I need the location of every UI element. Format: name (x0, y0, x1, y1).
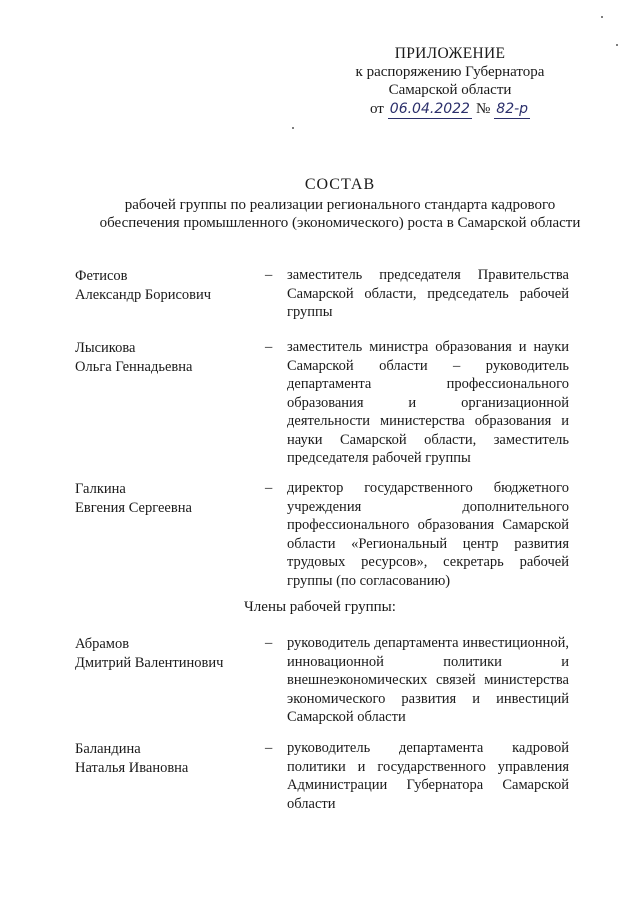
member-row (75, 634, 575, 727)
annex-line-2: Самарской области (388, 82, 512, 98)
document-title-block (60, 176, 620, 232)
member-role: директор государственного бюджетного учреждения дополнительного профессионального образования Самарской области «Региональный центр развития трудовых ресурсов», секретарь рабочей группы (по согласованию) (287, 480, 569, 589)
member-surname: Галкина (75, 481, 126, 497)
document-title: СОСТАВ (304, 176, 376, 193)
member-surname: Фетисов (75, 268, 128, 284)
scan-speck (601, 16, 603, 18)
member-given-name: Ольга Геннадьевна (75, 358, 193, 375)
member-name (75, 266, 265, 322)
member-dash: – (265, 267, 273, 283)
member-row (75, 479, 575, 590)
member-surname: Абрамов (75, 636, 130, 652)
annex-date-line (330, 100, 570, 119)
member-given-name: Наталья Ивановна (75, 759, 189, 776)
member-dash: – (265, 635, 273, 651)
member-surname: Баландина (75, 741, 141, 757)
scan-speck (616, 44, 618, 46)
member-row (75, 739, 575, 813)
member-given-name: Дмитрий Валентинович (75, 654, 224, 671)
member-role: руководитель департамента инвестиционной, инновационной политики и внешнеэкономических связей министерства экономического развития и инвестиций Самарской области (287, 635, 569, 725)
document-subtitle-line-2: обеспечения промышленного (экономического) роста в Самарской области (99, 215, 581, 231)
members-heading: Члены рабочей группы: (244, 599, 396, 615)
member-dash: – (265, 339, 273, 355)
scan-speck (292, 127, 294, 129)
date-prefix: от (369, 101, 384, 117)
member-dash: – (265, 740, 273, 756)
annex-header (330, 45, 570, 119)
member-dash: – (265, 480, 273, 496)
member-row (75, 338, 575, 468)
member-role: заместитель министра образования и науки Самарской области – руководитель департамента профессионального образования и организационной деятельности министерства образования и науки Самарской области, заместитель председателя рабочей группы (287, 339, 569, 466)
annex-title: ПРИЛОЖЕНИЕ (394, 45, 506, 62)
member-surname: Лысикова (75, 340, 136, 356)
handwritten-number: 82-р (496, 101, 529, 117)
member-role: руководитель департамента кадровой политики и государственного управления Администрации Губернатора Самарской области (287, 740, 569, 812)
member-name (75, 338, 265, 468)
member-name (75, 739, 265, 813)
member-name (75, 634, 265, 727)
member-name (75, 479, 265, 590)
number-prefix: № (475, 101, 491, 117)
annex-line-1: к распоряжению Губернатора (355, 64, 545, 80)
member-role: заместитель председателя Правительства Самарской области, председатель рабочей группы (287, 267, 569, 320)
document-subtitle-line-1: рабочей группы по реализации регионального стандарта кадрового (124, 197, 556, 213)
member-given-name: Александр Борисович (75, 286, 212, 303)
member-row (75, 266, 575, 322)
handwritten-date: 06.04.2022 (389, 101, 470, 117)
member-given-name: Евгения Сергеевна (75, 499, 192, 516)
